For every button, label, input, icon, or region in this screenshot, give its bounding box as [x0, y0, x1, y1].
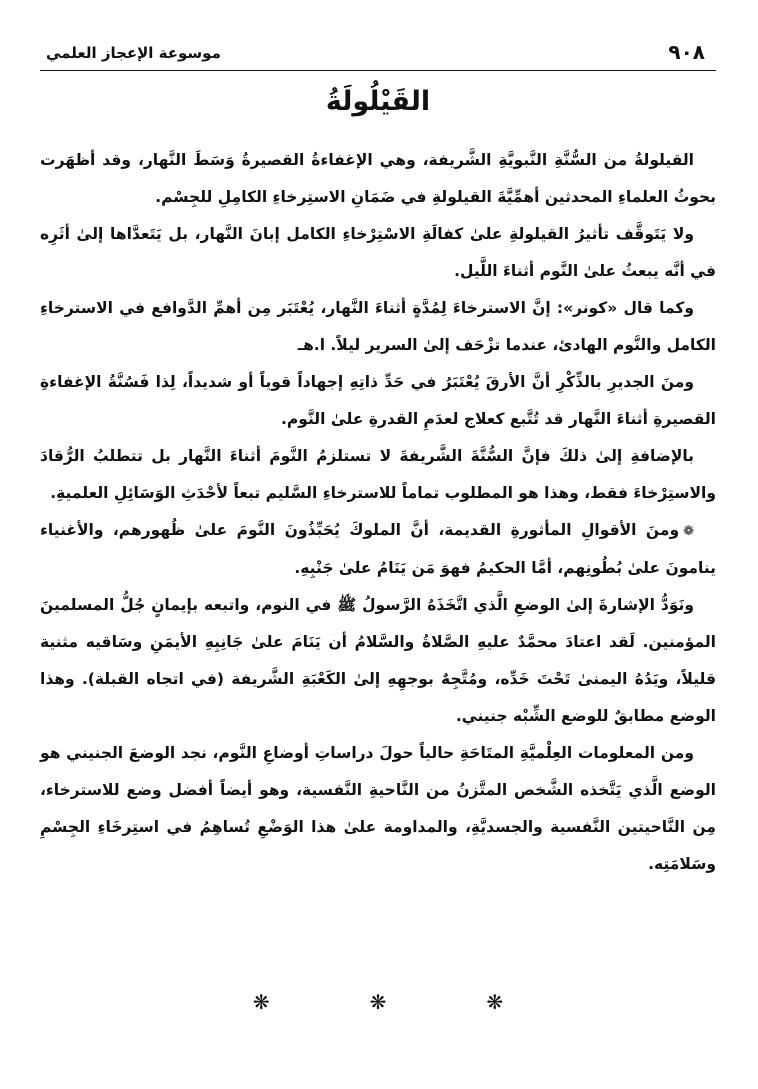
flower-bullet-icon: ❁	[683, 524, 694, 539]
paragraph	[40, 438, 716, 512]
paragraph	[40, 290, 716, 364]
paragraph	[40, 216, 716, 290]
paragraph-text: القيلولةُ من السُّنَّةِ النَّبويَّةِ الشَّريفة، وهي الإغفاءةُ القصيرةُ وَسَطَ النَّهار، وقد أظهَرت بحوثُ العلماءِ المحدثين أهمِّيَّةَ القيلولةِ في ضَمَانِ الاستِرخاءِ الكامِلِ للجِسْم.	[40, 151, 716, 206]
asterism-icon: ❋	[369, 990, 387, 1014]
page-number: ٩٠٨	[668, 40, 705, 64]
paragraph-text: بالإضافةِ إلىٰ ذلكَ فإنَّ السُّنَّةَ الشَّريفةَ لا تستلزمُ النَّومَ أثناءَ النَّهار بل تتطلبُ الرُّقادَ والاستِرْخاءَ فقط، وهذا هو المطلوب تماماً للاسترخاءِ السَّليم تبعاً لأحْدَثِ الوَسَائِلِ العلميةِ.	[40, 447, 716, 502]
asterism-icon: ❋	[252, 990, 270, 1014]
paragraph-text: ومن المعلومات العِلْميَّةِ المتَاحَةِ حالياً حولَ دراساتِ أوضاعِ النَّوم، نجد الوضعَ الجنيني هو الوضع الَّذي يَتَّخذه الشَّخص المتَّزنُ من النَّاحيةِ النَّفسية، وهو أيضاً أفضل وضع للاسترخاء، مِن النَّاحيتين النَّفسية والجسديَّةِ، والمداومة علىٰ هذا الوَضْعِ تُساهِمُ في استِرخَاءِ الجِسْمِ وسَلامَتِه.	[40, 744, 716, 873]
paragraph	[40, 587, 716, 735]
paragraph	[40, 364, 716, 438]
section-separator	[40, 990, 716, 1014]
asterism-icon: ❋	[486, 990, 504, 1014]
paragraph-text: ومنَ الجديرِ بالذِّكْرِ أنَّ الأرقَ يُعْتَبَرُ في حَدِّ ذاتِهِ إجهاداً قوياً أو شديداً، لِذا فَسُنَّةُ الإغفاءةِ القصيرةِ أثناءَ النَّهار قد تُتَّبع كعلاج لعدَمِ القدرةِ علىٰ النَّوم.	[40, 373, 716, 428]
running-title: موسوعة الإعجاز العلمي	[46, 44, 221, 62]
body-text	[40, 142, 716, 883]
paragraph-text: ومنَ الأقوالِ المأثورةِ القديمة، أنَّ الملوكَ يُحَبِّذُونَ النَّومَ علىٰ ظُهورهم، والأغنياء ينامونَ علىٰ بُطُونِهم، أمَّا الحكيمُ فهوَ مَن يَنَامُ علىٰ جَنْبِهِ.	[40, 521, 716, 577]
page-header	[40, 38, 715, 68]
header-divider	[40, 70, 716, 71]
paragraph	[40, 735, 716, 883]
paragraph	[40, 512, 716, 587]
paragraph-text: ونَوَدُّ الإشارةَ إلىٰ الوضعِ الَّذي اتَّخَذَهُ الرَّسولُ ﷺ في النوم، واتبعه بإيمانٍ جُلُّ المسلمينَ المؤمنين. لَقد اعتادَ محمَّدٌ عليهِ الصَّلاةُ والسَّلامُ أن يَنَامَ علىٰ جَانِبِهِ الأيمَنِ وسَاقيه مثنية قليلاً، ويَدُهُ اليمنىٰ تَحْتَ خَدِّه، ومُتَّجِهٌ بوجهِهِ إلىٰ الكَعْبَةِ الشَّريفة (في اتجاه القبلة). وهذا الوضع مطابقٌ للوضع الشِّبْه جنيني.	[40, 596, 716, 725]
section-title: القَيْلُولَةُ	[325, 86, 431, 117]
paragraph-text: ولا يَتَوقَّف تأثيرُ القيلولةِ علىٰ كفالَةِ الاسْتِرْخاءِ الكامل إبانَ النَّهار، بل يَتَعدَّاها إلىٰ أثَرِه في أنَّه يبعثُ علىٰ النَّوم أثناءَ اللَّيل.	[40, 225, 716, 280]
paragraph	[40, 142, 716, 216]
paragraph-text: وكما قال «كونر»: إنَّ الاسترخاءَ لِمُدَّةٍ أثناءَ النَّهار، يُعْتَبَر مِن أهمِّ الدَّوافع في الاسترخاءِ الكامل والنَّوم الهادئ، عندما تزْحَف إلىٰ السرير ليلاً. ا.هـ	[40, 299, 716, 354]
